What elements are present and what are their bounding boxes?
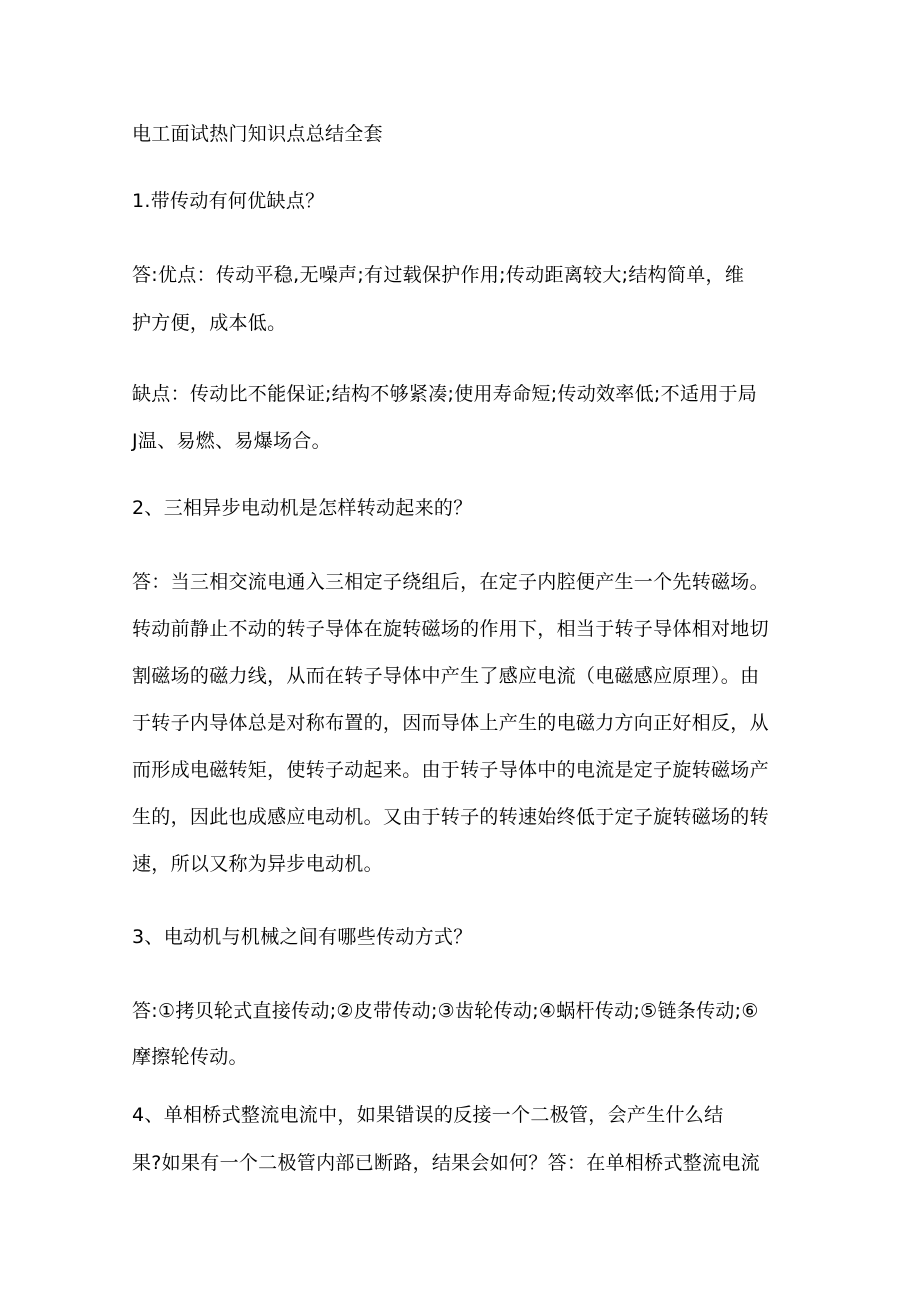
answer-2-line-4: 于转子内导体总是对称布置的，因而导体上产生的电磁力方向正好相反，从 — [132, 712, 769, 734]
answer-2-line-7: 速，所以又称为异步电动机。 — [132, 853, 383, 875]
answer-2-line-5: 而形成电磁转矩，使转子动起来。由于转子导体中的电流是定子旋转磁场产 — [132, 759, 769, 781]
question-2-heading: 2、三相异步电动机是怎样转动起来的？ — [132, 497, 473, 519]
answer-1-pros-line-2: 护方便，成本低。 — [132, 312, 287, 334]
answer-2-line-3: 割磁场的磁力线，从而在转子导体中产生了感应电流（电磁感应原理）。由 — [132, 665, 760, 687]
answer-2-line-1: 答：当三相交流电通入三相定子绕组后，在定子内腔便产生一个先转磁场。 — [132, 571, 769, 593]
answer-1-cons-line-1: 缺点：传动比不能保证;结构不够紧凑;使用寿命短;传动效率低;不适用于局 — [132, 383, 758, 405]
document-title: 电工面试热门知识点总结全套 — [132, 123, 383, 145]
answer-3-line-2: 摩擦轮传动。 — [132, 1046, 248, 1068]
answer-2-line-2: 转动前静止不动的转子导体在旋转磁场的作用下，相当于转子导体相对地切 — [132, 618, 769, 640]
answer-1-cons-line-2: J温、易燃、易爆场合。 — [132, 430, 331, 452]
answer-1-pros-line-1: 答:优点：传动平稳,无噪声;有过载保护作用;传动距离较大;结构简单，维 — [132, 264, 745, 286]
answer-3-line-1: 答:①拷贝轮式直接传动;②皮带传动;③齿轮传动;④蜗杆传动;⑤链条传动;⑥ — [132, 1000, 759, 1022]
question-4-line-1: 4、单相桥式整流电流中，如果错误的反接一个二极管，会产生什么结 — [132, 1104, 724, 1126]
question-4-line-2: 果?如果有一个二极管内部已断路，结果会如何？答：在单相桥式整流电流 — [132, 1152, 760, 1174]
question-1-heading: 1.带传动有何优缺点？ — [132, 190, 325, 212]
question-3-heading: 3、电动机与机械之间有哪些传动方式？ — [132, 926, 473, 948]
answer-2-line-6: 生的，因此也成感应电动机。又由于转子的转速始终低于定子旋转磁场的转 — [132, 806, 769, 828]
